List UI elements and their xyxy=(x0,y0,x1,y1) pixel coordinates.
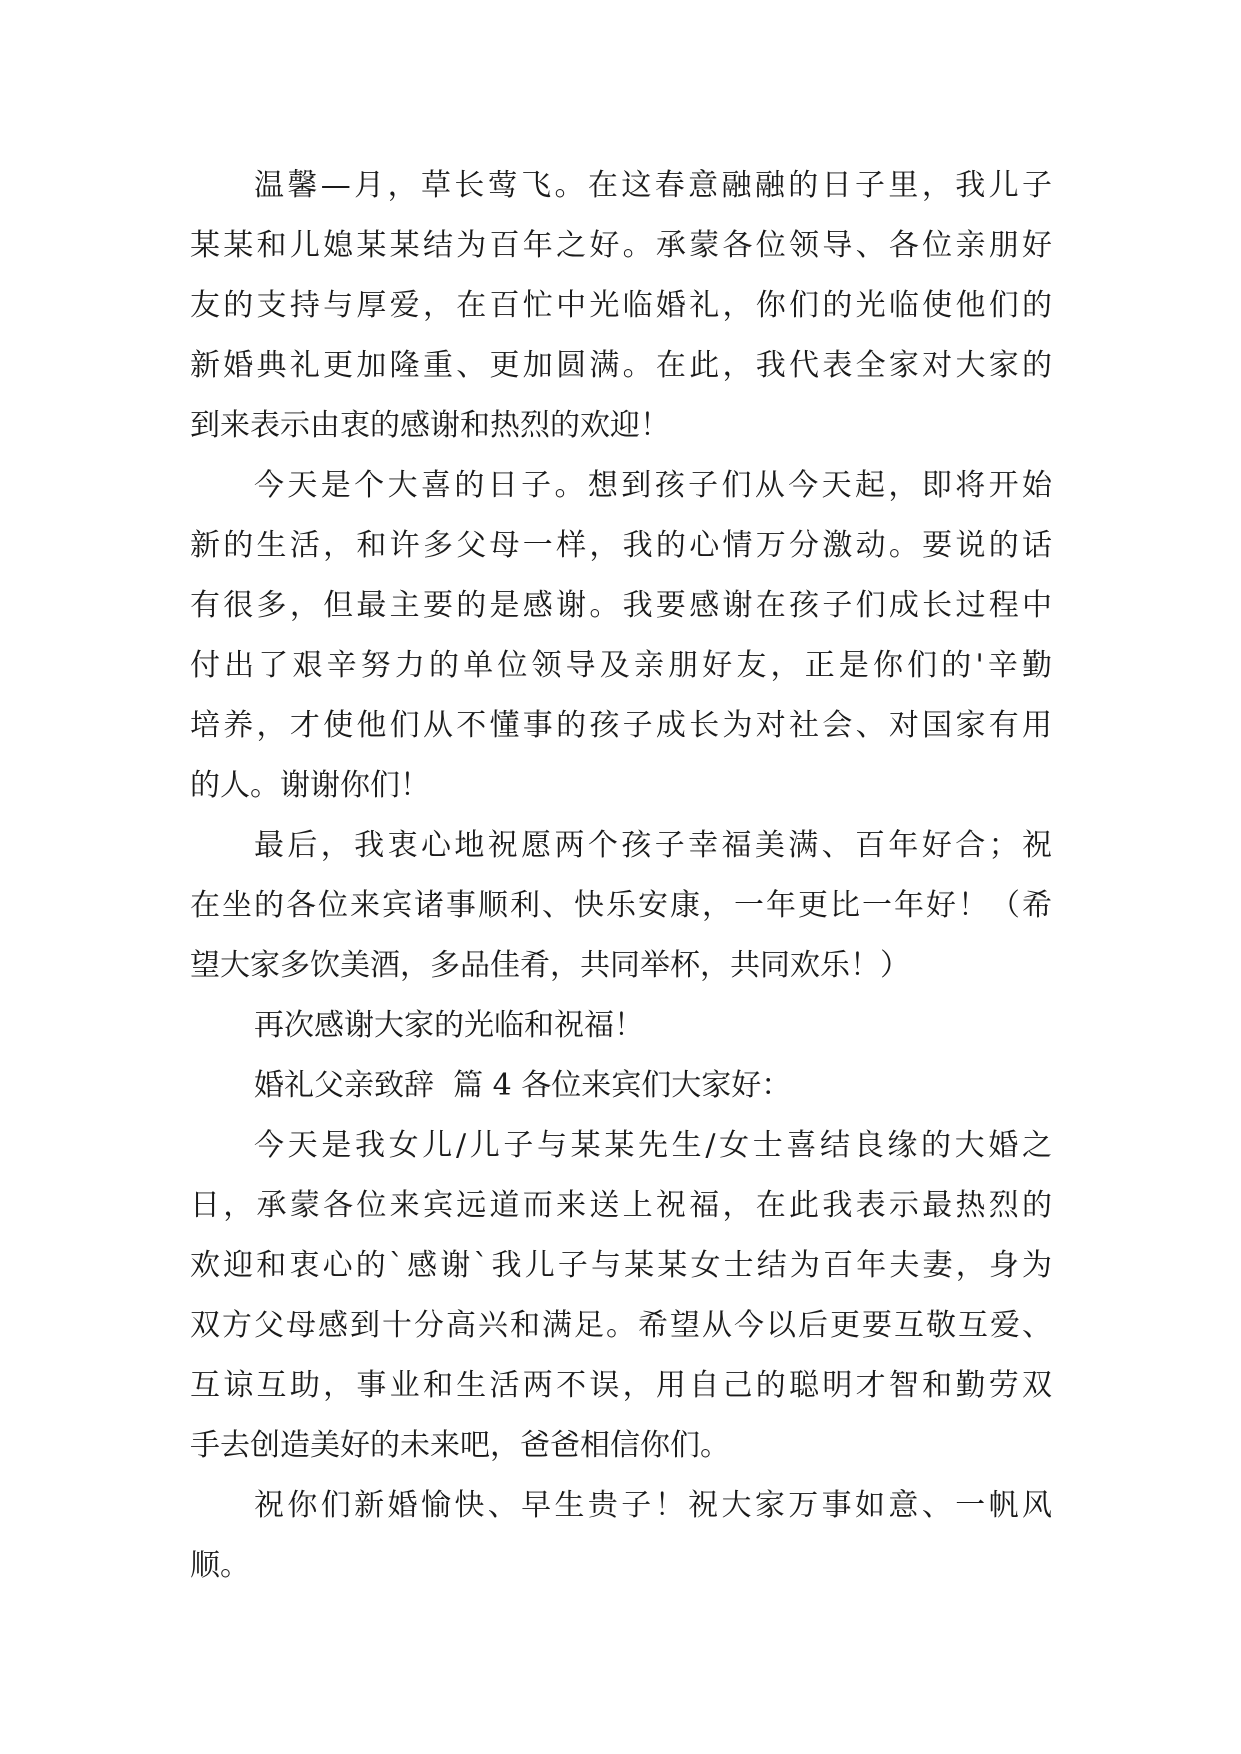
paragraph-5-line-2: 日，承蒙各位来宾远道而来送上祝福，在此我表示最热烈的 xyxy=(190,1188,1052,1223)
paragraph-2-line-5: 培养，才使他们从不懂事的孩子成长为对社会、对国家有用 xyxy=(190,708,1052,743)
paragraph-4-line-1: 再次感谢大家的光临和祝福！ xyxy=(254,1008,644,1043)
paragraph-1-line-5: 到来表示由衷的感谢和热烈的欢迎！ xyxy=(190,408,670,443)
paragraph-5-line-4: 双方父母感到十分高兴和满足。希望从今以后更要互敬互爱、 xyxy=(190,1308,1052,1343)
paragraph-1-line-2: 某某和儿媳某某结为百年之好。承蒙各位领导、各位亲朋好 xyxy=(190,228,1052,263)
paragraph-1-line-1: 温馨—月，草长莺飞。在这春意融融的日子里，我儿子 xyxy=(254,168,1052,203)
paragraph-2-line-1: 今天是个大喜的日子。想到孩子们从今天起，即将开始 xyxy=(254,468,1052,503)
paragraph-3-line-2: 在坐的各位来宾诸事顺利、快乐安康，一年更比一年好！（希 xyxy=(190,888,1052,923)
paragraph-5-line-5: 互谅互助，事业和生活两不误，用自己的聪明才智和勤劳双 xyxy=(190,1368,1052,1403)
paragraph-6-line-2: 顺。 xyxy=(190,1548,250,1583)
paragraph-2-line-3: 有很多，但最主要的是感谢。我要感谢在孩子们成长过程中 xyxy=(190,588,1052,623)
paragraph-5-line-3: 欢迎和衷心的`感谢`我儿子与某某女士结为百年夫妻，身为 xyxy=(190,1248,1052,1283)
paragraph-5-line-1: 今天是我女儿/儿子与某某先生/女士喜结良缘的大婚之 xyxy=(254,1128,1052,1163)
paragraph-6-line-1: 祝你们新婚愉快、早生贵子！祝大家万事如意、一帆风 xyxy=(254,1488,1052,1523)
paragraph-5-line-6: 手去创造美好的未来吧，爸爸相信你们。 xyxy=(190,1428,730,1463)
paragraph-2-line-4: 付出了艰辛努力的单位领导及亲朋好友，正是你们的'辛勤 xyxy=(190,648,1052,683)
section-heading: 婚礼父亲致辞 篇 4 各位来宾们大家好： xyxy=(254,1068,792,1103)
speech-text xyxy=(190,156,1052,1596)
paragraph-2-line-6: 的人。谢谢你们！ xyxy=(190,768,430,803)
paragraph-3-line-3: 望大家多饮美酒，多品佳肴，共同举杯，共同欢乐！） xyxy=(190,948,910,983)
paragraph-2-line-2: 新的生活，和许多父母一样，我的心情万分激动。要说的话 xyxy=(190,528,1052,563)
paragraph-1-line-3: 友的支持与厚爱，在百忙中光临婚礼，你们的光临使他们的 xyxy=(190,288,1052,323)
paragraph-3-line-1: 最后，我衷心地祝愿两个孩子幸福美满、百年好合；祝 xyxy=(254,828,1052,863)
paragraph-1-line-4: 新婚典礼更加隆重、更加圆满。在此，我代表全家对大家的 xyxy=(190,348,1052,383)
